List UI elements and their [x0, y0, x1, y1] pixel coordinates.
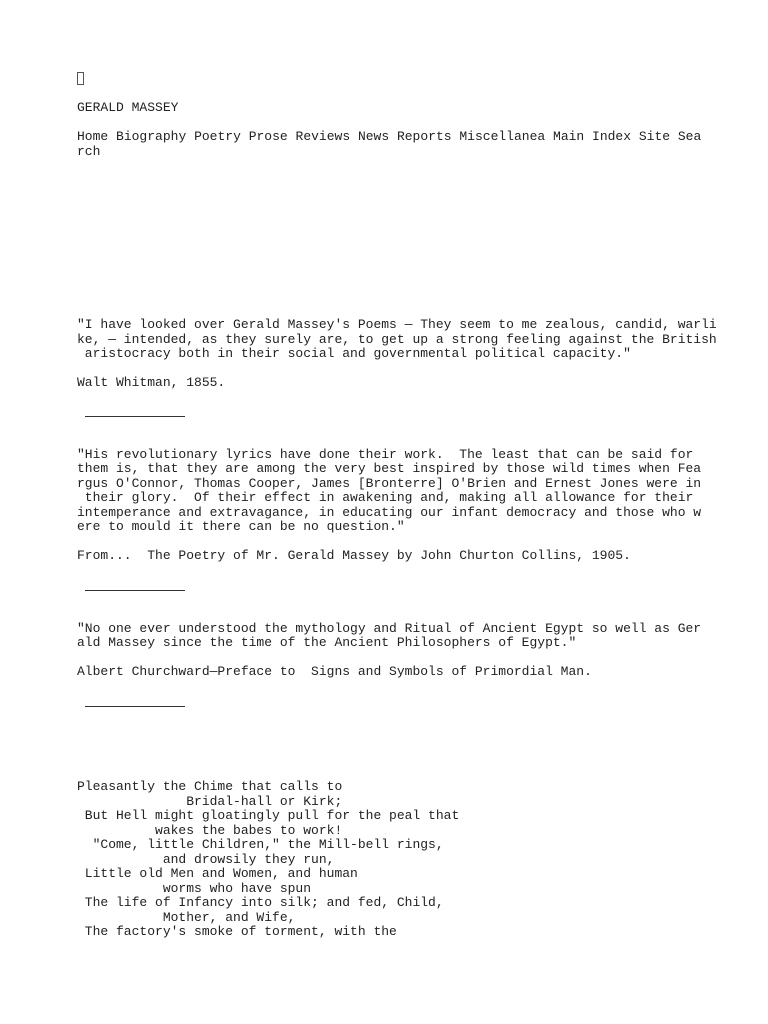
- nav-link-reviews[interactable]: Reviews: [295, 129, 351, 144]
- missing-glyph-icon: [77, 72, 84, 85]
- quote-1-line-1: "I have looked over Gerald Massey's Poems — They seem to me zealous, candid, warli: [77, 317, 717, 332]
- poem-line: Bridal-hall or Kirk;: [77, 794, 343, 809]
- poem-line: The life of Infancy into silk; and fed, Child,: [77, 895, 444, 910]
- poem-line: "Come, little Children," the Mill-bell rings,: [77, 837, 444, 852]
- poem-line: worms who have spun: [77, 881, 312, 896]
- quote-2-source: From... The Poetry of Mr. Gerald Massey by John Churton Collins, 1905.: [77, 548, 631, 563]
- nav-link-prose[interactable]: Prose: [248, 129, 288, 144]
- poem-line: Little old Men and Women, and human: [77, 866, 358, 881]
- poem-line: wakes the babes to work!: [77, 823, 343, 838]
- nav-link-site-search[interactable]: Site Sea: [638, 129, 702, 144]
- nav-link-poetry[interactable]: Poetry: [194, 129, 241, 144]
- quote-2-line-3: rgus O'Connor, Thomas Cooper, James [Bronterre] O'Brien and Ernest Jones were in: [77, 476, 702, 491]
- quote-3-line-2: ald Massey since the time of the Ancient Philosophers of Egypt.": [77, 635, 577, 650]
- poem-line: But Hell might gloatingly pull for the peal that: [77, 808, 460, 823]
- divider: [85, 416, 185, 417]
- quote-1-source: Walt Whitman, 1855.: [77, 375, 226, 390]
- quote-3-source: Albert Churchward—Preface to Signs and Symbols of Primordial Man.: [77, 664, 592, 679]
- quote-2-line-1: "His revolutionary lyrics have done their work. The least that can be said for: [77, 447, 694, 462]
- quote-2-line-2: them is, that they are among the very best inspired by those wild times when Fea: [77, 461, 702, 476]
- poem-line: and drowsily they run,: [77, 852, 335, 867]
- quote-2-line-4: their glory. Of their effect in awakening and, making all allowance for their: [77, 490, 694, 505]
- nav-link-home[interactable]: Home: [77, 129, 109, 144]
- nav-line-1: [77, 130, 701, 145]
- quote-3-line-1: "No one ever understood the mythology and Ritual of Ancient Egypt so well as Ger: [77, 621, 702, 636]
- quote-2-line-5: intemperance and extravagance, in educating our infant democracy and those who w: [77, 505, 702, 520]
- quote-1-line-3: aristocracy both in their social and governmental political capacity.": [77, 346, 631, 361]
- quote-1-line-2: ke, — intended, as they surely are, to get up a strong feeling against the British: [77, 332, 717, 347]
- divider: [85, 590, 185, 591]
- poem-line: Pleasantly the Chime that calls to: [77, 779, 343, 794]
- nav-link-site-search-wrap[interactable]: rch: [77, 144, 101, 159]
- poem-line: Mother, and Wife,: [77, 910, 296, 925]
- poem-line: The factory's smoke of torment, with the: [77, 924, 397, 939]
- nav-link-biography[interactable]: Biography: [116, 129, 187, 144]
- quote-2-line-6: ere to mould it there can be no question.": [77, 519, 405, 534]
- site-title: GERALD MASSEY: [77, 100, 179, 115]
- nav-link-news-reports[interactable]: News Reports: [357, 129, 452, 144]
- nav-line-2: [77, 145, 100, 160]
- divider: [85, 706, 185, 707]
- nav-link-main-index[interactable]: Main Index: [553, 129, 632, 144]
- nav-link-miscellanea[interactable]: Miscellanea: [459, 129, 546, 144]
